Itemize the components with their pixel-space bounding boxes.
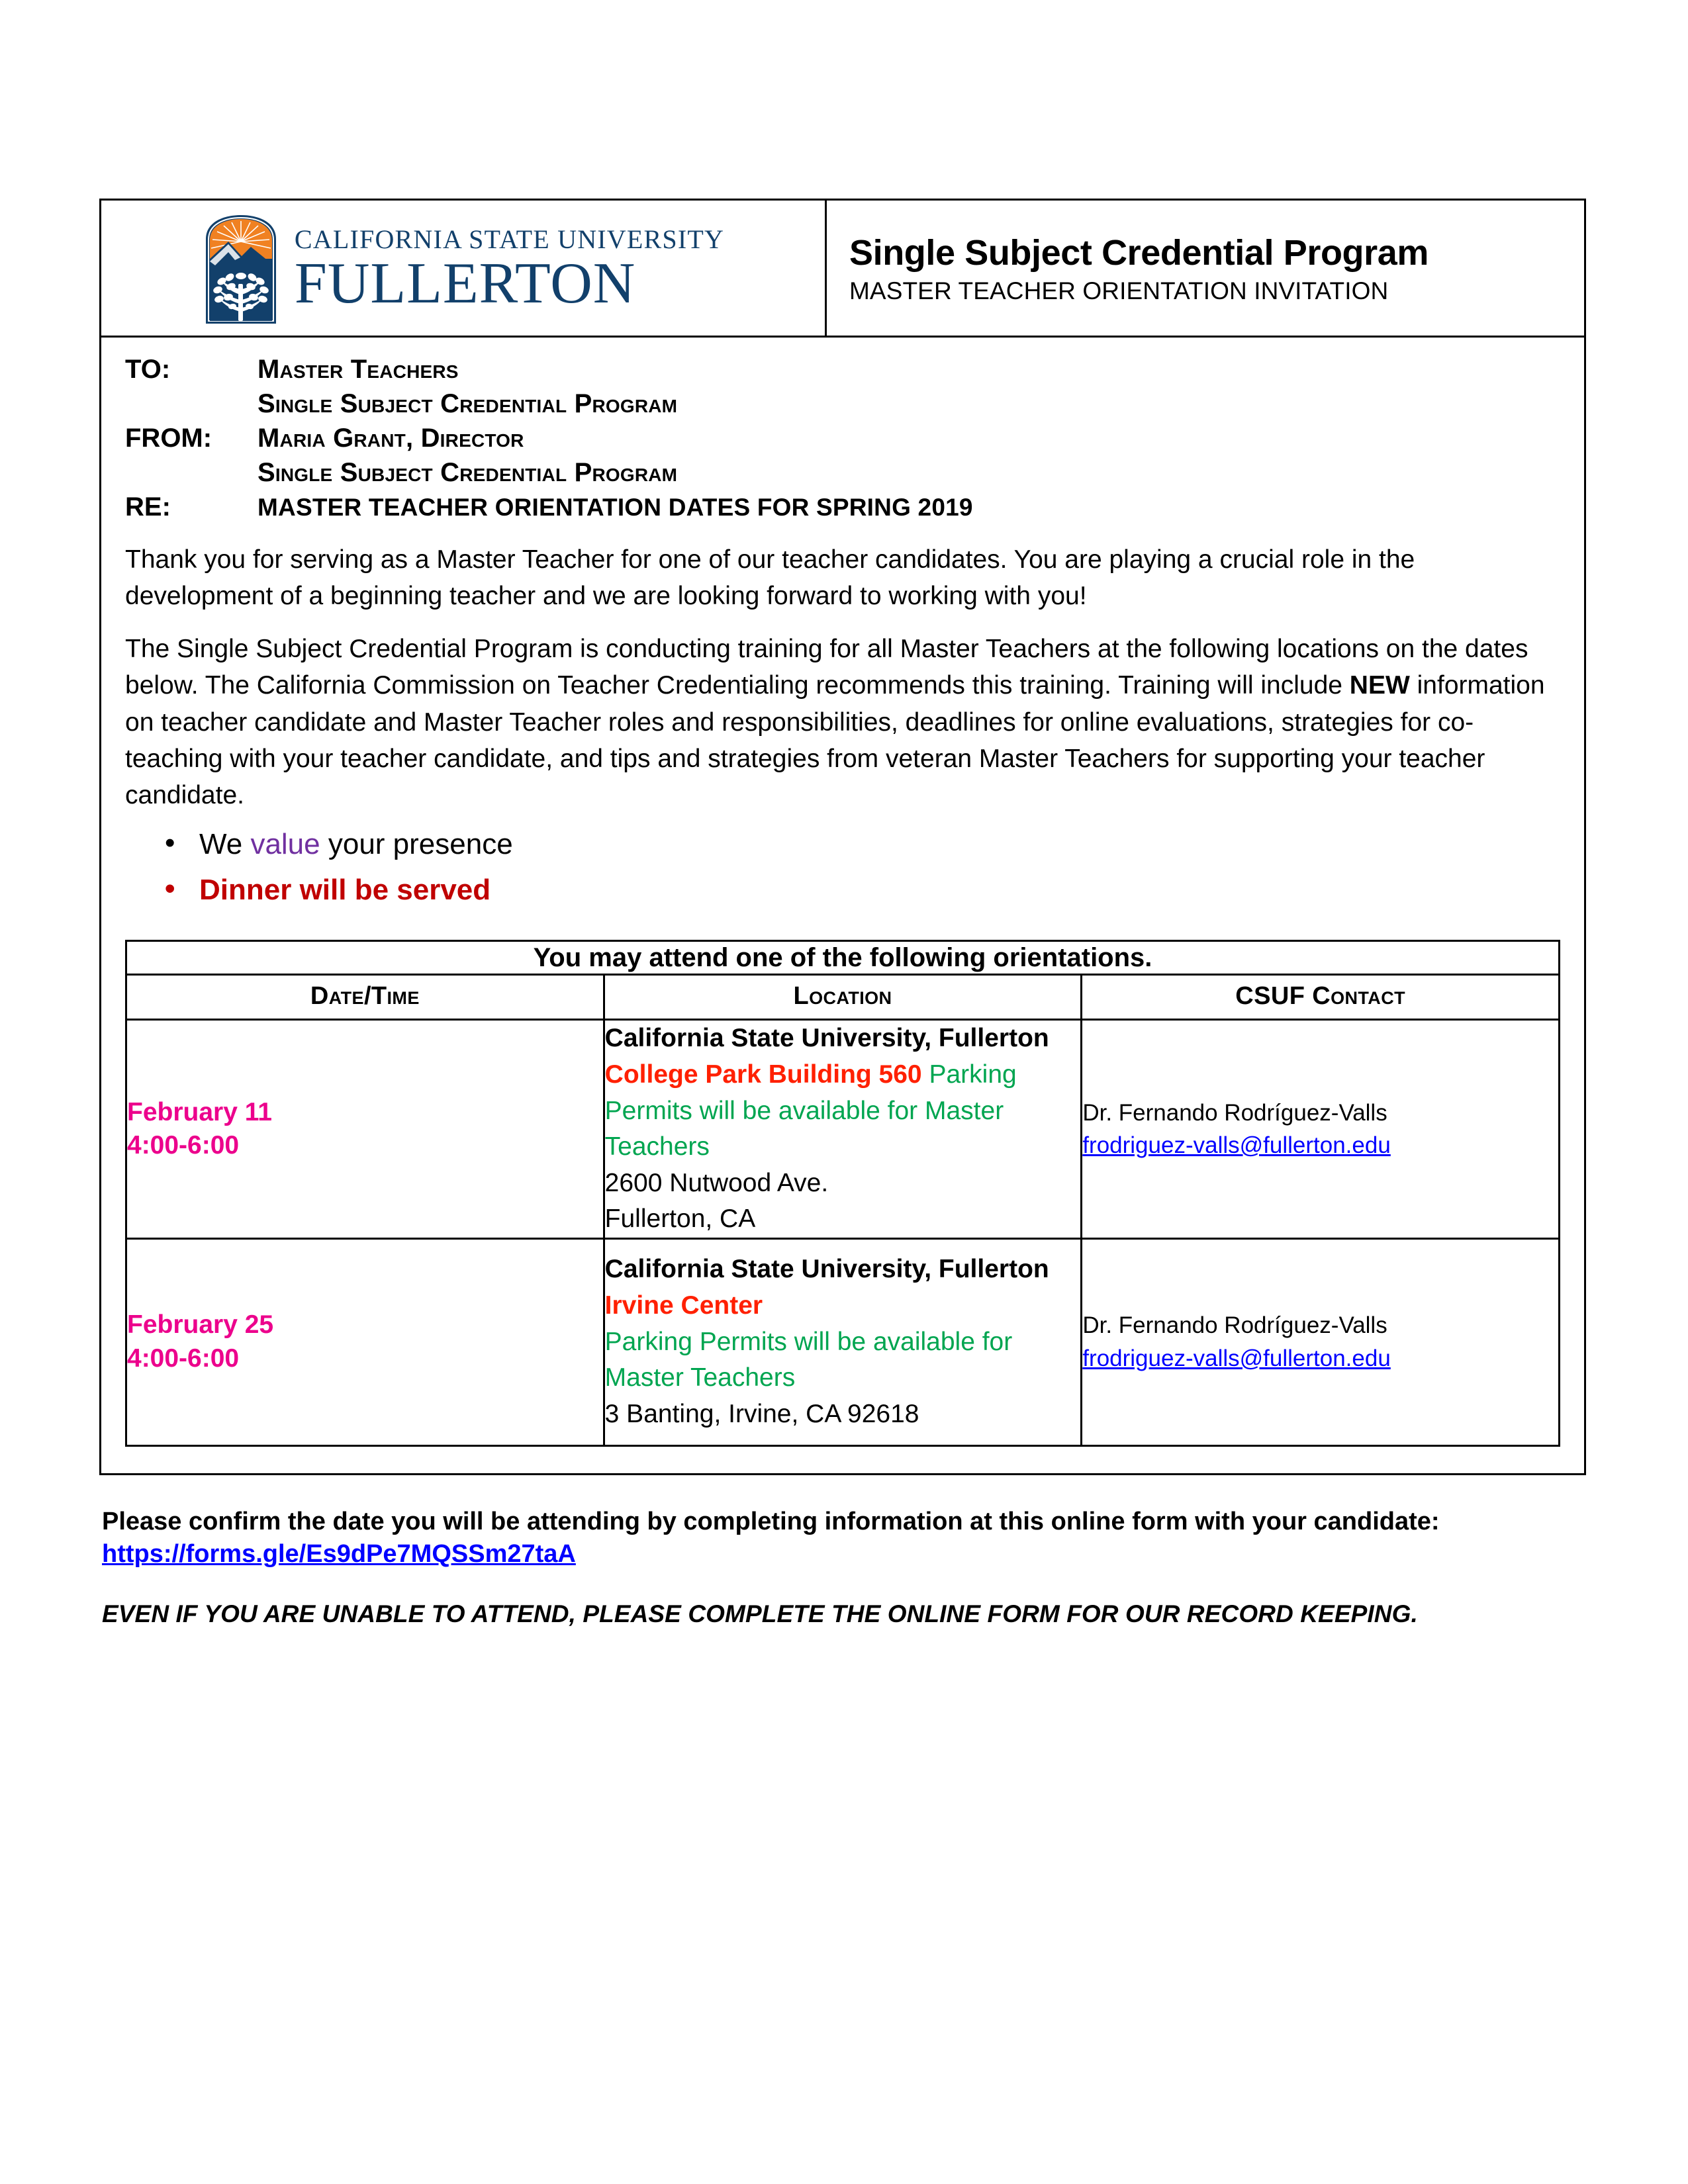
csuf-emblem-icon	[202, 212, 280, 326]
row1-address-line1: 2600 Nutwood Ave.	[604, 1168, 829, 1197]
intro-paragraph: Thank you for serving as a Master Teacher for one of our teacher candidates. You are playing a crucial role in the development of a beginning teacher and we are looking forward to working with you!	[125, 545, 1415, 611]
row1-time: 4:00-6:00	[127, 1131, 240, 1160]
csuf-logo	[202, 212, 724, 326]
memo-body	[101, 338, 1584, 1473]
memo-label-re: RE:	[125, 492, 171, 522]
footer-url-wrapper	[102, 1540, 1586, 1569]
document-header	[101, 201, 1584, 338]
row1-location	[604, 1020, 1082, 1239]
header-title-cell	[827, 201, 1584, 336]
table-row	[126, 1020, 1560, 1239]
row2-parking-note: Parking Permits will be available for Master Teachers	[604, 1327, 1013, 1392]
page-subtitle: MASTER TEACHER ORIENTATION INVITATION	[849, 277, 1389, 305]
row2-contact	[1082, 1238, 1560, 1445]
memo-value-from: Maria Grant, Director	[258, 424, 524, 453]
memo-frame	[99, 199, 1586, 1475]
page-title: Single Subject Credential Program	[849, 232, 1429, 273]
memo-value-re: MASTER TEACHER ORIENTATION DATES FOR SPRING 2019	[258, 494, 973, 521]
row1-address-line2: Fullerton, CA	[604, 1205, 756, 1234]
row2-time: 4:00-6:00	[127, 1343, 240, 1373]
memo-row-to-program	[125, 387, 1560, 421]
bullet-value-post: your presence	[320, 827, 513, 860]
training-paragraph-part1: The Single Subject Credential Program is conducting training for all Master Teachers at the following locations on the dates below. The California Commission on Teacher Credentialing recommends this training. Training will include	[125, 634, 1528, 700]
column-header-csuf-contact: CSUF Contact	[1082, 975, 1560, 1020]
table-caption: You may attend one of the following orientations.	[126, 941, 1560, 975]
row2-date-time	[126, 1238, 604, 1445]
training-paragraph	[125, 631, 1560, 814]
row1-date: February 11	[127, 1097, 272, 1126]
row1-org: California State University, Fullerton	[604, 1024, 1049, 1053]
row2-contact-name: Dr. Fernando Rodríguez-Valls	[1082, 1312, 1387, 1339]
memo-value-from-program: Single Subject Credential Program	[258, 458, 678, 487]
row1-venue: College Park Building 560	[604, 1060, 922, 1089]
row1-contact-email-link[interactable]: frodriguez-valls@fullerton.edu	[1082, 1132, 1391, 1159]
column-header-location: Location	[604, 975, 1082, 1020]
row2-date: February 25	[127, 1310, 274, 1340]
header-logo-cell	[101, 201, 827, 336]
bullet-dinner-served: • Dinner will be served	[125, 870, 1560, 909]
footer-record-keeping-note: EVEN IF YOU ARE UNABLE TO ATTEND, PLEASE COMPLETE THE ONLINE FORM FOR OUR RECORD KEEPING.	[102, 1600, 1418, 1628]
document-footer	[99, 1504, 1589, 1628]
row1-contact-name: Dr. Fernando Rodríguez-Valls	[1082, 1099, 1387, 1126]
memo-label-to: TO:	[125, 355, 171, 384]
table-header-row	[126, 975, 1560, 1020]
row1-parking-note: Parking Permits will be available for Master Teachers	[604, 1060, 1017, 1161]
training-new-emphasis: NEW	[1349, 671, 1410, 700]
online-form-link[interactable]: https://forms.gle/Es9dPe7MQSSm27taA	[102, 1540, 576, 1569]
row2-org: California State University, Fullerton	[604, 1255, 1049, 1284]
column-header-date-time: Date/Time	[126, 975, 604, 1020]
memo-row-to	[125, 352, 1560, 387]
logo-campus-line: FULLERTON	[294, 251, 636, 316]
table-row	[126, 1238, 1560, 1445]
row1-contact	[1082, 1020, 1560, 1239]
logo-university-line: CALIFORNIA STATE UNIVERSITY	[294, 224, 725, 254]
memo-row-from	[125, 421, 1560, 455]
memo-row-from-program	[125, 455, 1560, 490]
orientations-table	[125, 940, 1560, 1447]
memo-label-from: FROM:	[125, 424, 212, 453]
memo-value-to: Master Teachers	[258, 355, 459, 384]
bullet-value-pre: We	[199, 827, 251, 860]
highlight-bullet-list	[125, 825, 1560, 910]
row2-contact-email-link[interactable]: frodriguez-valls@fullerton.edu	[1082, 1345, 1391, 1371]
row2-address-line1: 3 Banting, Irvine, CA 92618	[604, 1399, 919, 1428]
table-caption-row	[126, 941, 1560, 975]
training-paragraph-part2: information on teacher candidate and Master Teacher roles and responsibilities, deadlines for online evaluations, strategies for co-teaching with your teacher candidate, and tips and strategies from veteran Master Teachers for supporting your teacher candidate.	[125, 671, 1545, 810]
memo-row-re	[125, 490, 1560, 524]
row2-location	[604, 1238, 1082, 1445]
footer-confirm-text: Please confirm the date you will be attending by completing information at this online form with your candidate:	[102, 1507, 1440, 1535]
row2-venue: Irvine Center	[604, 1291, 763, 1320]
bullet-we-value-presence	[125, 825, 1560, 864]
logo-wordmark	[294, 224, 725, 316]
memo-value-to-program: Single Subject Credential Program	[258, 389, 678, 418]
memo-header-block	[125, 352, 1560, 524]
bullet-value-accent: value	[250, 827, 320, 860]
row1-date-time	[126, 1020, 604, 1239]
